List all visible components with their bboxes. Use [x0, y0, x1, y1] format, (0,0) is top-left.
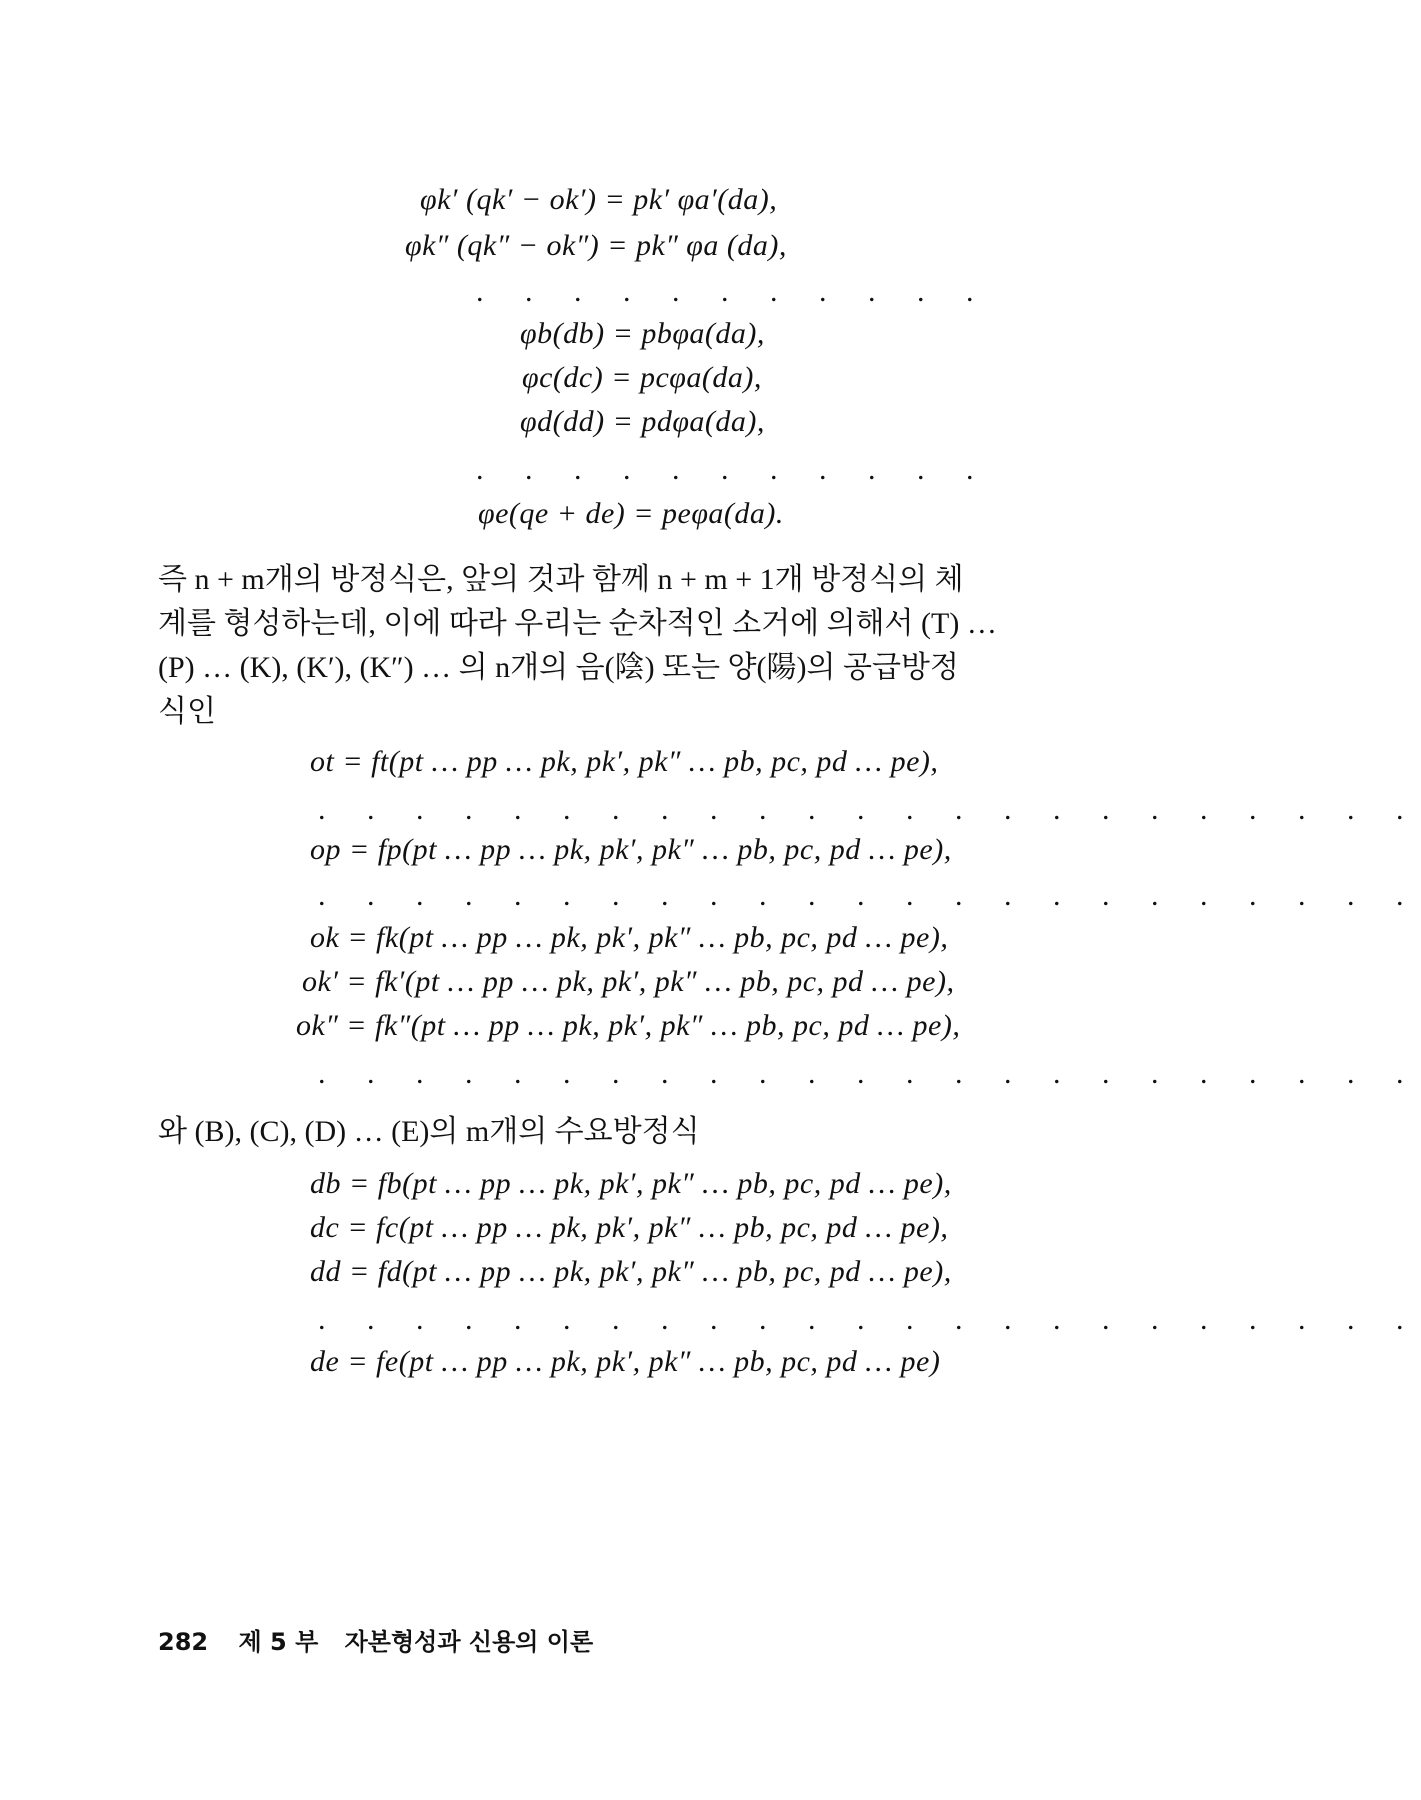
body-text-line: 와 (B), (C), (D) … (E)의 m개의 수요방정식	[158, 1115, 700, 1148]
text-line: (P) … (K), (K′), (K″) … 의 n개의 음(陰) 또는 양(陽)의 공급방정	[158, 651, 959, 684]
equation-line: op = fp(pt … pp … pk, pk′, pk″ … pb, pc, pd … pe),	[310, 833, 952, 866]
equation-line: dd = fd(pt … pp … pk, pk′, pk″ … pb, pc, pd … pe),	[310, 1255, 952, 1288]
ellipsis-row: . . . . . . . . . . .	[476, 453, 991, 486]
equation-line: φd(dd) = pdφa(da),	[520, 405, 765, 438]
page-number: 282	[158, 1628, 209, 1656]
text-line: 즉 n + m개의 방정식은, 앞의 것과 함께 n + m + 1개 방정식의 체	[158, 563, 964, 596]
equation-line: φb(db) = pbφa(da),	[520, 317, 765, 350]
equation-line: φc(dc) = pcφa(da),	[522, 361, 762, 394]
equation-line: φk′ (qk′ − ok′) = pk′ φa′(da),	[420, 183, 778, 216]
equation-line: ok″ = fk″(pt … pp … pk, pk′, pk″ … pb, pc, pd … pe),	[296, 1009, 961, 1042]
equation-line: φk″ (qk″ − ok″) = pk″ φa (da),	[405, 229, 787, 262]
ellipsis-row: . . . . . . . . . . . . . . . . . . . . . . .	[318, 1303, 1421, 1336]
ellipsis-row: . . . . . . . . . . . . . . . . . . . . . . .	[318, 879, 1421, 912]
ellipsis-row: . . . . . . . . . . .	[476, 275, 991, 308]
page-footer	[158, 1622, 593, 1657]
ellipsis-row: . . . . . . . . . . . . . . . . . . . . . . .	[318, 1057, 1421, 1090]
equation-line: dc = fc(pt … pp … pk, pk′, pk″ … pb, pc, pd … pe),	[310, 1211, 949, 1244]
section-label: 제 5 부	[238, 1628, 319, 1656]
ellipsis-row: . . . . . . . . . . . . . . . . . . . . . . .	[318, 793, 1421, 826]
equation-line: db = fb(pt … pp … pk, pk′, pk″ … pb, pc, pd … pe),	[310, 1167, 952, 1200]
equation-line: ok′ = fk′(pt … pp … pk, pk′, pk″ … pb, pc, pd … pe),	[302, 965, 955, 998]
text-line: 계를 형성하는데, 이에 따라 우리는 순차적인 소거에 의해서 (T) …	[158, 607, 997, 640]
running-title: 자본형성과 신용의 이론	[344, 1628, 594, 1656]
equation-line: de = fe(pt … pp … pk, pk′, pk″ … pb, pc, pd … pe)	[310, 1345, 941, 1378]
text-line: 식인	[158, 695, 216, 728]
equation-line: ot = ft(pt … pp … pk, pk′, pk″ … pb, pc, pd … pe),	[310, 745, 939, 778]
equation-line: ok = fk(pt … pp … pk, pk′, pk″ … pb, pc, pd … pe),	[310, 921, 949, 954]
equation-line: φe(qe + de) = peφa(da).	[478, 497, 784, 530]
